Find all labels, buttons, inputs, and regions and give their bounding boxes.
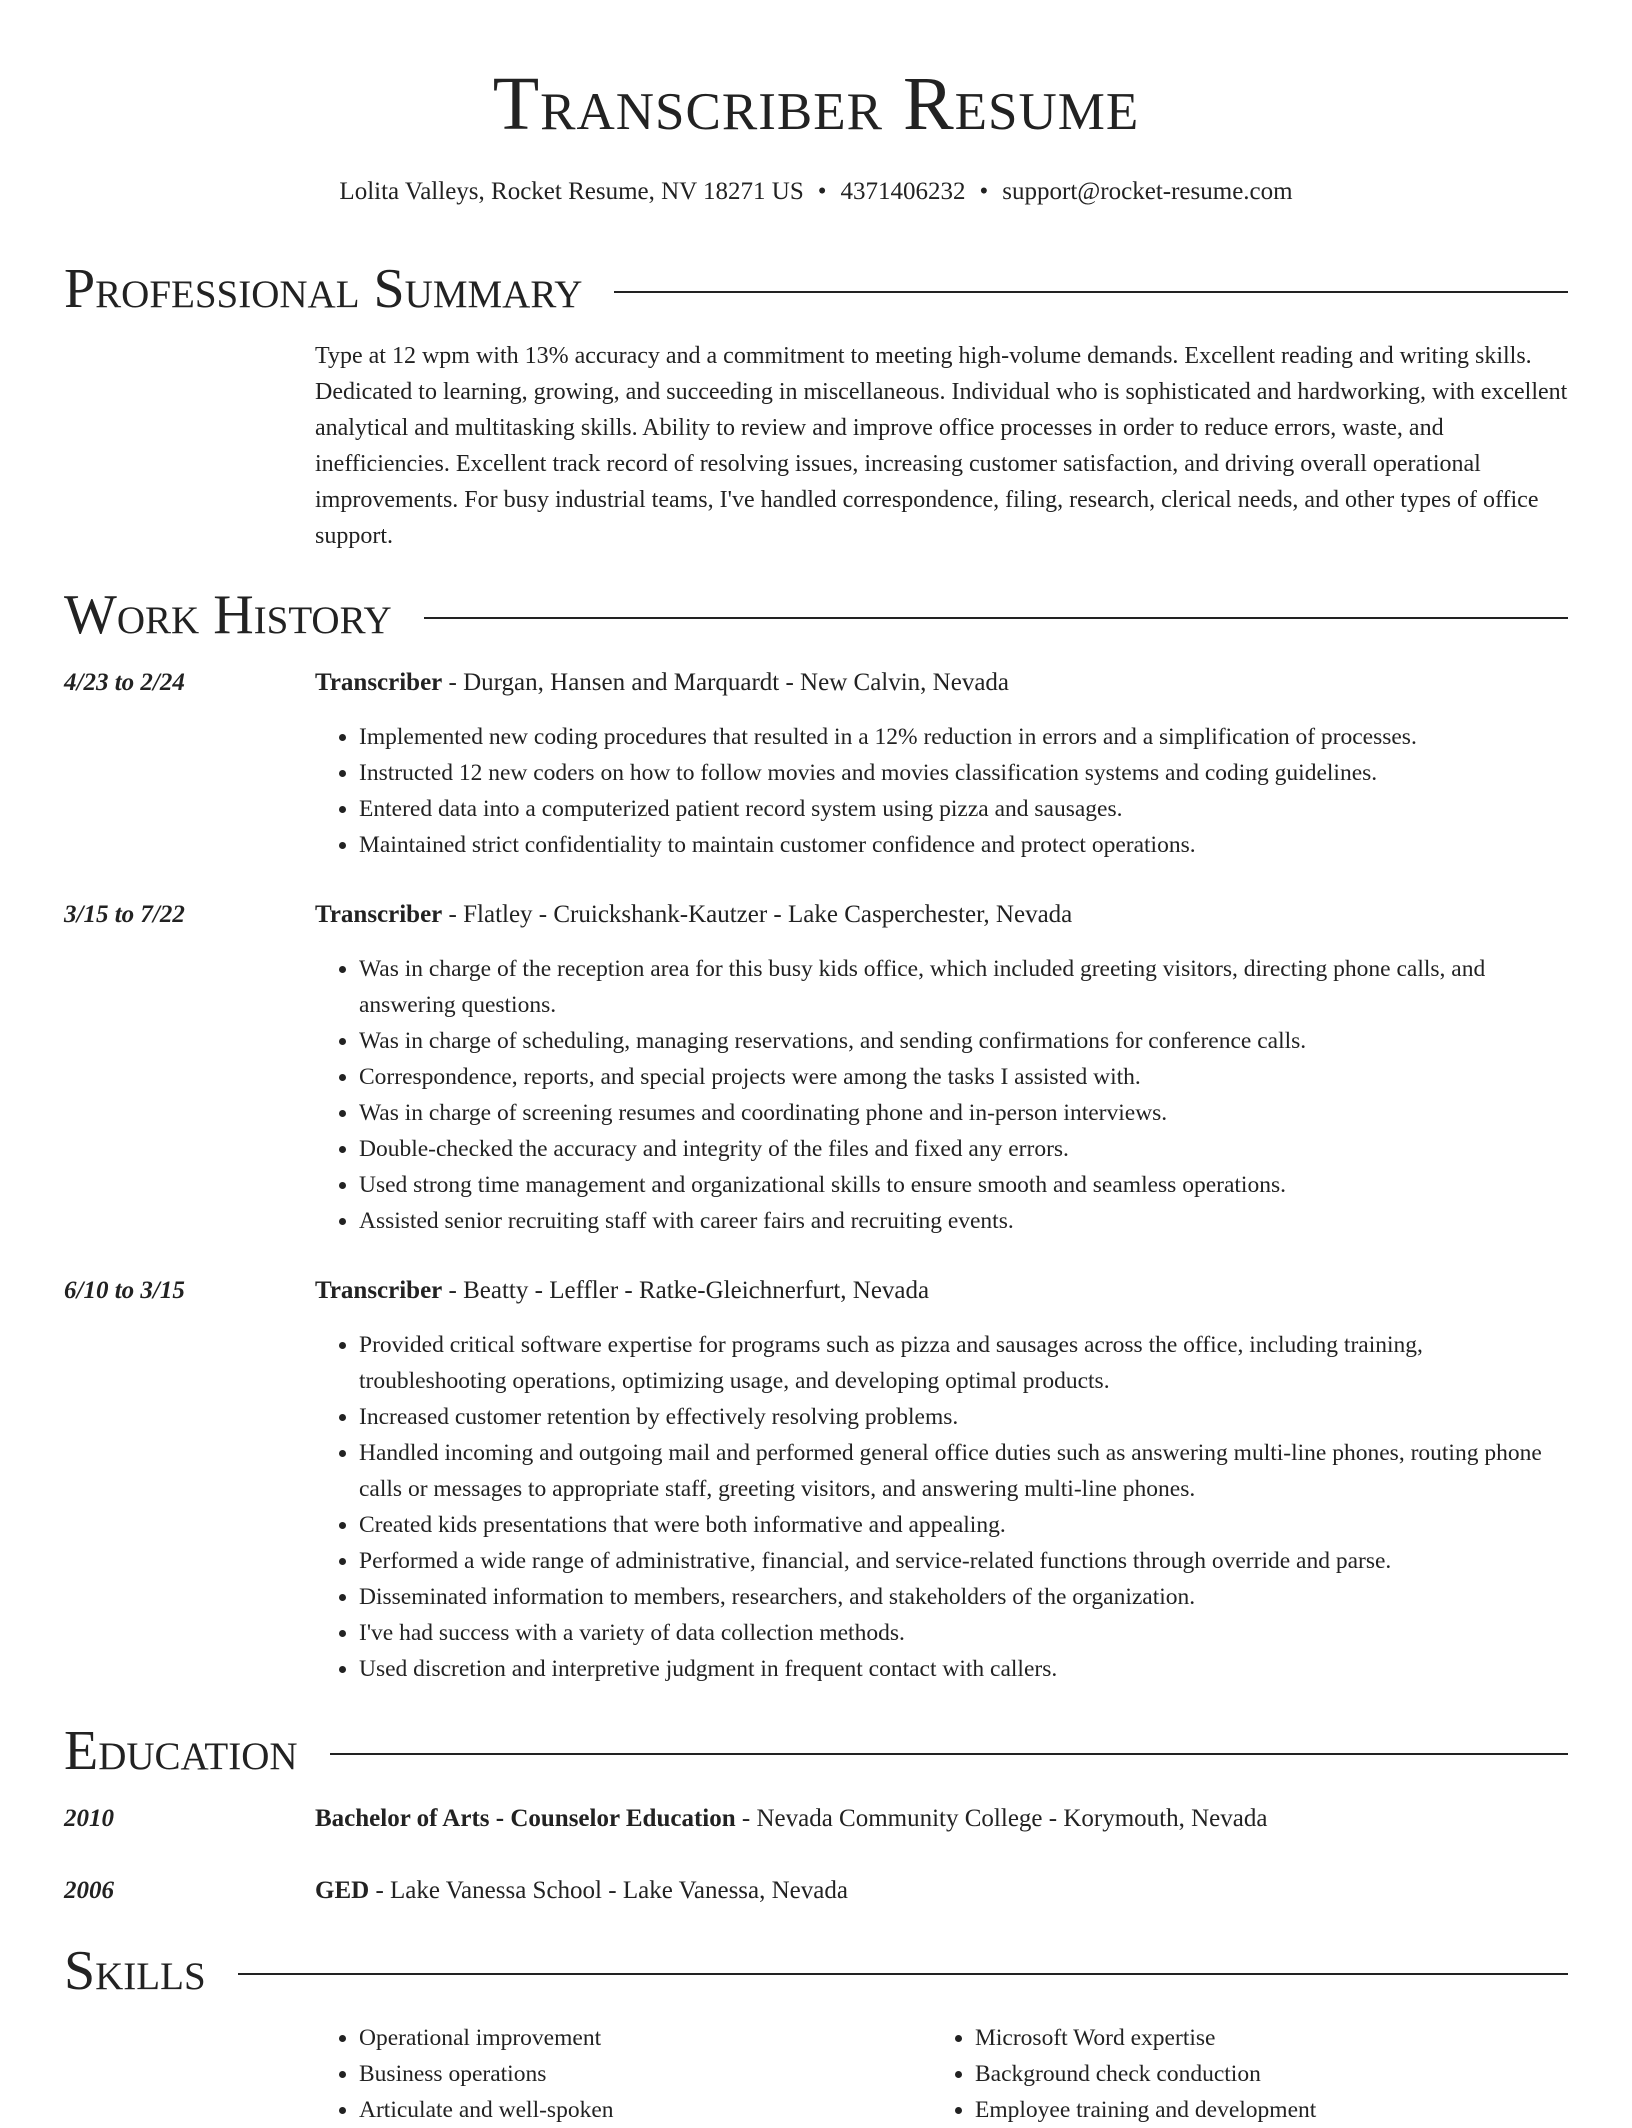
list-item: • Double-checked the accuracy and integrity of the files and fixed any errors. [359,1131,1568,1167]
contact-email: support@rocket-resume.com [1002,178,1293,205]
list-item: • Performed a wide range of administrative, financial, and service-related functions through override and parse. [359,1543,1568,1579]
education-heading [315,1873,1568,1909]
section-title-skills: Skills [64,1940,206,2002]
job-heading [315,665,1568,701]
job-heading [315,1273,1568,1309]
list-item: • Disseminated information to members, researchers, and stakeholders of the organization. [359,1579,1568,1615]
section-title-work: Work History [64,584,392,646]
education-year: 2006 [64,1877,114,1904]
list-item: • Provided critical software expertise for programs such as pizza and sausages across the office, including training, troubleshooting operations, optimizing usage, and developing optimal products. [359,1327,1568,1399]
list-item: • I've had success with a variety of data collection methods. [359,1615,1568,1651]
list-item: • Instructed 12 new coders on how to follow movies and movies classification systems and coding guidelines. [359,755,1568,791]
list-item: • Microsoft Word expertise [975,2020,1491,2056]
job-bullets [315,719,1568,863]
contact-address: Lolita Valleys, Rocket Resume, NV 18271 US [339,178,804,205]
education-details: - Nevada Community College - Korymouth, Nevada [735,1805,1268,1832]
job-body [315,897,1568,1239]
job-details: - Beatty - Leffler - Ratke-Gleichnerfurt, Nevada [442,1277,930,1304]
section-header-summary [64,254,1568,324]
list-item: • Used strong time management and organizational skills to ensure smooth and seamless operations. [359,1167,1568,1203]
job-details: - Flatley - Cruickshank-Kautzer - Lake Casperchester, Nevada [442,901,1073,928]
list-item: • Was in charge of scheduling, managing reservations, and sending confirmations for conference calls. [359,1023,1568,1059]
list-item: • Created kids presentations that were both informative and appealing. [359,1507,1568,1543]
education-degree: Bachelor of Arts - Counselor Education [315,1805,736,1832]
section-header-education [64,1716,1568,1786]
contact-separator: • [817,178,827,205]
list-item: • Increased customer retention by effectively resolving problems. [359,1399,1568,1435]
contact-line [64,174,1568,210]
section-rule [614,291,1568,293]
section-rule [330,1753,1568,1755]
education-details: - Lake Vanessa School - Lake Vanessa, Nevada [369,1877,848,1904]
job-title: Transcriber [315,901,443,928]
list-item: • Handled incoming and outgoing mail and performed general office duties such as answering multi-line phones, routing phone calls or messages to appropriate staff, greeting visitors, and answering multi-line phones. [359,1435,1568,1507]
list-item: • Business operations [359,2056,875,2092]
list-item: • Employee training and development [975,2092,1491,2128]
job-dates: 4/23 to 2/24 [64,669,185,696]
job-title: Transcriber [315,1277,443,1304]
list-item: • Assisted senior recruiting staff with career fairs and recruiting events. [359,1203,1568,1239]
education-degree: GED [315,1877,370,1904]
list-item: • Correspondence, reports, and special projects were among the tasks I assisted with. [359,1059,1568,1095]
page-title: Transcriber Resume [492,62,1140,146]
contact-separator: • [979,178,989,205]
section-title-education: Education [64,1720,298,1782]
job-title: Transcriber [315,669,443,696]
list-item: • Used discretion and interpretive judgment in frequent contact with callers. [359,1651,1568,1687]
job-body [315,665,1568,863]
job-dates: 3/15 to 7/22 [64,901,185,928]
list-item: • Was in charge of the reception area for this busy kids office, which included greeting visitors, directing phone calls, and answering questions. [359,951,1568,1023]
job-bullets [315,1327,1568,1687]
list-item: • Background check conduction [975,2056,1491,2092]
list-item: • Operational improvement [359,2020,875,2056]
section-rule [424,617,1568,619]
list-item: • Implemented new coding procedures that resulted in a 12% reduction in errors and a simplification of processes. [359,719,1568,755]
list-item: • Articulate and well-spoken [359,2092,875,2128]
contact-phone: 4371406232 [840,178,966,205]
education-body [315,1801,1568,1837]
job-body [315,1273,1568,1687]
job-bullets [315,951,1568,1239]
section-header-work [64,580,1568,650]
job-dates: 6/10 to 3/15 [64,1277,185,1304]
section-header-skills [64,1936,1568,2006]
list-item: • Maintained strict confidentiality to maintain customer confidence and protect operations. [359,827,1568,863]
list-item: • Entered data into a computerized patient record system using pizza and sausages. [359,791,1568,827]
summary-text: Type at 12 wpm with 13% accuracy and a commitment to meeting high-volume demands. Excellent reading and writing skills. Dedicated to learning, growing, and succeeding in miscellaneous. Individual who is sophisticated and hardworking, with excellent analytical and multitasking skills. Ability to review and improve office processes in order to reduce errors, waste, and inefficiencies. Excellent track record of resolving issues, increasing customer satisfaction, and driving overall operational improvements. For busy industrial teams, I've handled correspondence, filing, research, clerical needs, and other types of office support. [315,343,1568,549]
education-heading [315,1801,1568,1837]
section-rule [238,1973,1568,1975]
job-heading [315,897,1568,933]
education-body [315,1873,1568,1909]
job-details: - Durgan, Hansen and Marquardt - New Calvin, Nevada [442,669,1010,696]
list-item: • Was in charge of screening resumes and coordinating phone and in-person interviews. [359,1095,1568,1131]
education-year: 2010 [64,1805,114,1832]
section-title-summary: Professional Summary [64,258,583,320]
